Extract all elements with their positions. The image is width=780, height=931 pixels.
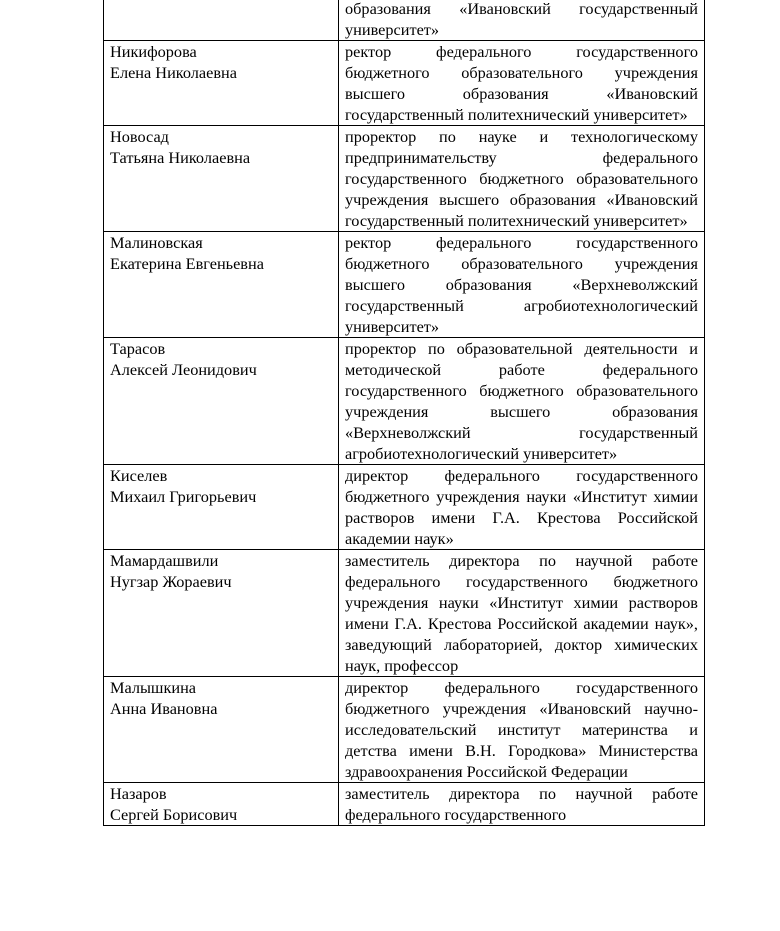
member-given-names: Анна Ивановна: [110, 699, 218, 718]
name-cell: [104, 783, 339, 826]
member-position: ректор федерального государственного бюджетного образовательного учреждения высшего образования «Ивановский государственный политехнический университет»: [345, 42, 698, 124]
position-cell: [339, 338, 705, 465]
position-cell: [339, 126, 705, 232]
member-position: заместитель директора по научной работе федерального государственного бюджетного учреждения науки «Институт химии растворов имени Г.А. Крестова Российской академии наук», заведующий лабораторией, доктор химических наук, профессор: [345, 551, 698, 675]
members-table: [103, 0, 705, 826]
name-cell: [104, 338, 339, 465]
position-cell: [339, 550, 705, 677]
member-given-names: Татьяна Николаевна: [110, 148, 251, 167]
member-given-names: Михаил Григорьевич: [110, 487, 257, 506]
name-cell: [104, 0, 339, 41]
table-row: [104, 783, 705, 826]
table-row: [104, 677, 705, 783]
table-row: [104, 550, 705, 677]
member-given-names: Сергей Борисович: [110, 805, 238, 824]
member-surname: Назаров: [110, 784, 167, 803]
member-surname: Новосад: [110, 127, 169, 146]
position-cell: [339, 465, 705, 550]
member-surname: Никифорова: [110, 42, 197, 61]
member-surname: Малиновская: [110, 233, 203, 252]
member-surname: Тарасов: [110, 339, 166, 358]
name-cell: [104, 550, 339, 677]
table-row: [104, 0, 705, 41]
position-cell: [339, 41, 705, 126]
member-given-names: Нугзар Жораевич: [110, 572, 232, 591]
name-cell: [104, 465, 339, 550]
name-cell: [104, 232, 339, 338]
table-row: [104, 126, 705, 232]
member-position: директор федерального государственного бюджетного учреждения науки «Институт химии растворов имени Г.А. Крестова Российской академии наук»: [345, 466, 698, 548]
member-given-names: Екатерина Евгеньевна: [110, 254, 264, 273]
position-cell: [339, 0, 705, 41]
name-cell: [104, 677, 339, 783]
table-row: [104, 465, 705, 550]
position-cell: [339, 783, 705, 826]
position-cell: [339, 232, 705, 338]
position-cell: [339, 677, 705, 783]
member-position: ректор федерального государственного бюджетного образовательного учреждения высшего образования «Верхневолжский государственный агробиотехнологический университет»: [345, 233, 698, 336]
member-surname: Киселев: [110, 466, 168, 485]
table-row: [104, 232, 705, 338]
member-surname: Мамардашвили: [110, 551, 219, 570]
table-row: [104, 338, 705, 465]
name-cell: [104, 41, 339, 126]
member-given-names: Алексей Леонидович: [110, 360, 257, 379]
member-position: образования «Ивановский государственный университет»: [345, 0, 698, 39]
member-position: проректор по образовательной деятельности и методической работе федерального государственного бюджетного образовательного учреждения высшего образования «Верхневолжский государственный агробиотехнологический университет»: [345, 339, 698, 463]
member-surname: Малышкина: [110, 678, 197, 697]
member-position: заместитель директора по научной работе федерального государственного: [345, 784, 698, 824]
member-position: директор федерального государственного бюджетного учреждения «Ивановский научно-исследовательский институт материнства и детства имени В.Н. Городкова» Министерства здравоохранения Российской Федерации: [345, 678, 698, 781]
member-given-names: Елена Николаевна: [110, 63, 237, 82]
table-row: [104, 41, 705, 126]
name-cell: [104, 126, 339, 232]
member-position: проректор по науке и технологическому предпринимательству федерального государственного бюджетного образовательного учреждения высшего образования «Ивановский государственный политехнический университет»: [345, 127, 698, 230]
